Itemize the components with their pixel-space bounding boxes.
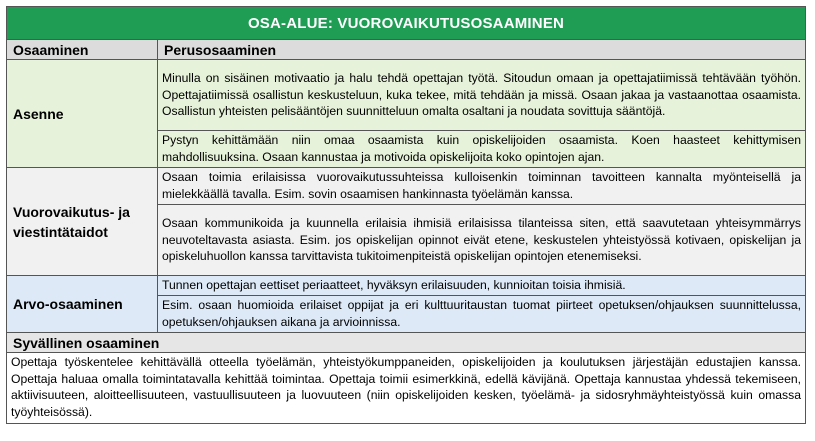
communication-text-1: Osaan toimia erilaisissa vuorovaikutussuhteissa kulloisenkin toiminnan tavoitteen kannalta myönteisellä ja mielekkäällä tavalla. Esim. sovin osaamisen hankinnasta työelämän kanssa. (158, 168, 806, 205)
communication-text-2: Osaan kommunikoida ja kuunnella erilaisia ihmisiä erilaisissa tilanteissa siten, että saavutetaan yhteisymmärrys neuvoteltavasta asiasta. Esim. jos opiskelijan opinnot eivät etene, keskustelen yhteistyössä kotivaen, opiskelijan ja opiskeluhuollon kanssa tarvittavista tukitoimenpiteistä opiskelijan opintojen etenemiseksi. (158, 205, 806, 276)
category-communication: Vuorovaikutus- ja viestintätaidot (7, 168, 158, 276)
competence-table-wrapper (6, 6, 805, 424)
table-row (7, 276, 806, 296)
column-header-competence: Osaaminen (7, 40, 158, 60)
deep-competence-heading: Syvällinen osaaminen (7, 333, 806, 353)
attitude-text-1: Minulla on sisäinen motivaatio ja halu tehdä opettajan työtä. Sitoudun omaan ja opettajatiimissä tehtävään työhön. Opettajatiimissä osallistun keskusteluun, kuka tekee, mitä tehdään ja missä. Osaan jakaa ja vastaanottaa osaamista. Osallistun yhteisten pelisääntöjen suunnitteluun omalta osaltani ja noudata sovittuja sääntöjä. (158, 60, 806, 131)
attitude-text-2: Pystyn kehittämään niin omaa osaamista kuin opiskelijoiden osaamista. Koen haasteet kehittymisen mahdollisuuksina. Osaan kannustaa ja motivoida opiskelijoita koko opintojen ajan. (158, 131, 806, 168)
table-row (7, 60, 806, 131)
values-text-1: Tunnen opettajan eettiset periaatteet, hyväksyn erilaisuuden, kunnioitan toisia ihmisiä. (158, 276, 806, 296)
column-header-basic: Perusosaaminen (158, 40, 806, 60)
table-title: OSA-ALUE: VUOROVAIKUTUSOSAAMINEN (7, 7, 806, 40)
table-row (7, 168, 806, 205)
values-text-2: Esim. osaan huomioida erilaiset oppijat ja eri kulttuuritaustan tuomat piirteet opetuksen/ohjauksen suunnittelussa, opetuksen/ohjauksen aikana ja arvioinnissa. (158, 296, 806, 333)
category-attitude: Asenne (7, 60, 158, 168)
deep-competence-text: Opettaja työskentelee kehittävällä otteella työelämän, yhteistyökumppaneiden, opiskelijoiden ja koulutuksen järjestäjän edustajien kanssa. Opettaja haluaa omalla toimintatavalla kehittää toimintaa. Opettaja toimii esimerkkinä, edellä kävijänä. Opettaja kannustaa yhdessä tekemiseen, aktiivisuuteen, aloitteellisuuteen, vastuullisuuteen ja luovuuteen (niin opiskelijoiden kesken, työelämä- ja sidosryhmäyhteistyössä kuin omassa työyhteisössä). (7, 353, 806, 424)
category-values: Arvo-osaaminen (7, 276, 158, 333)
competence-table (6, 6, 806, 424)
